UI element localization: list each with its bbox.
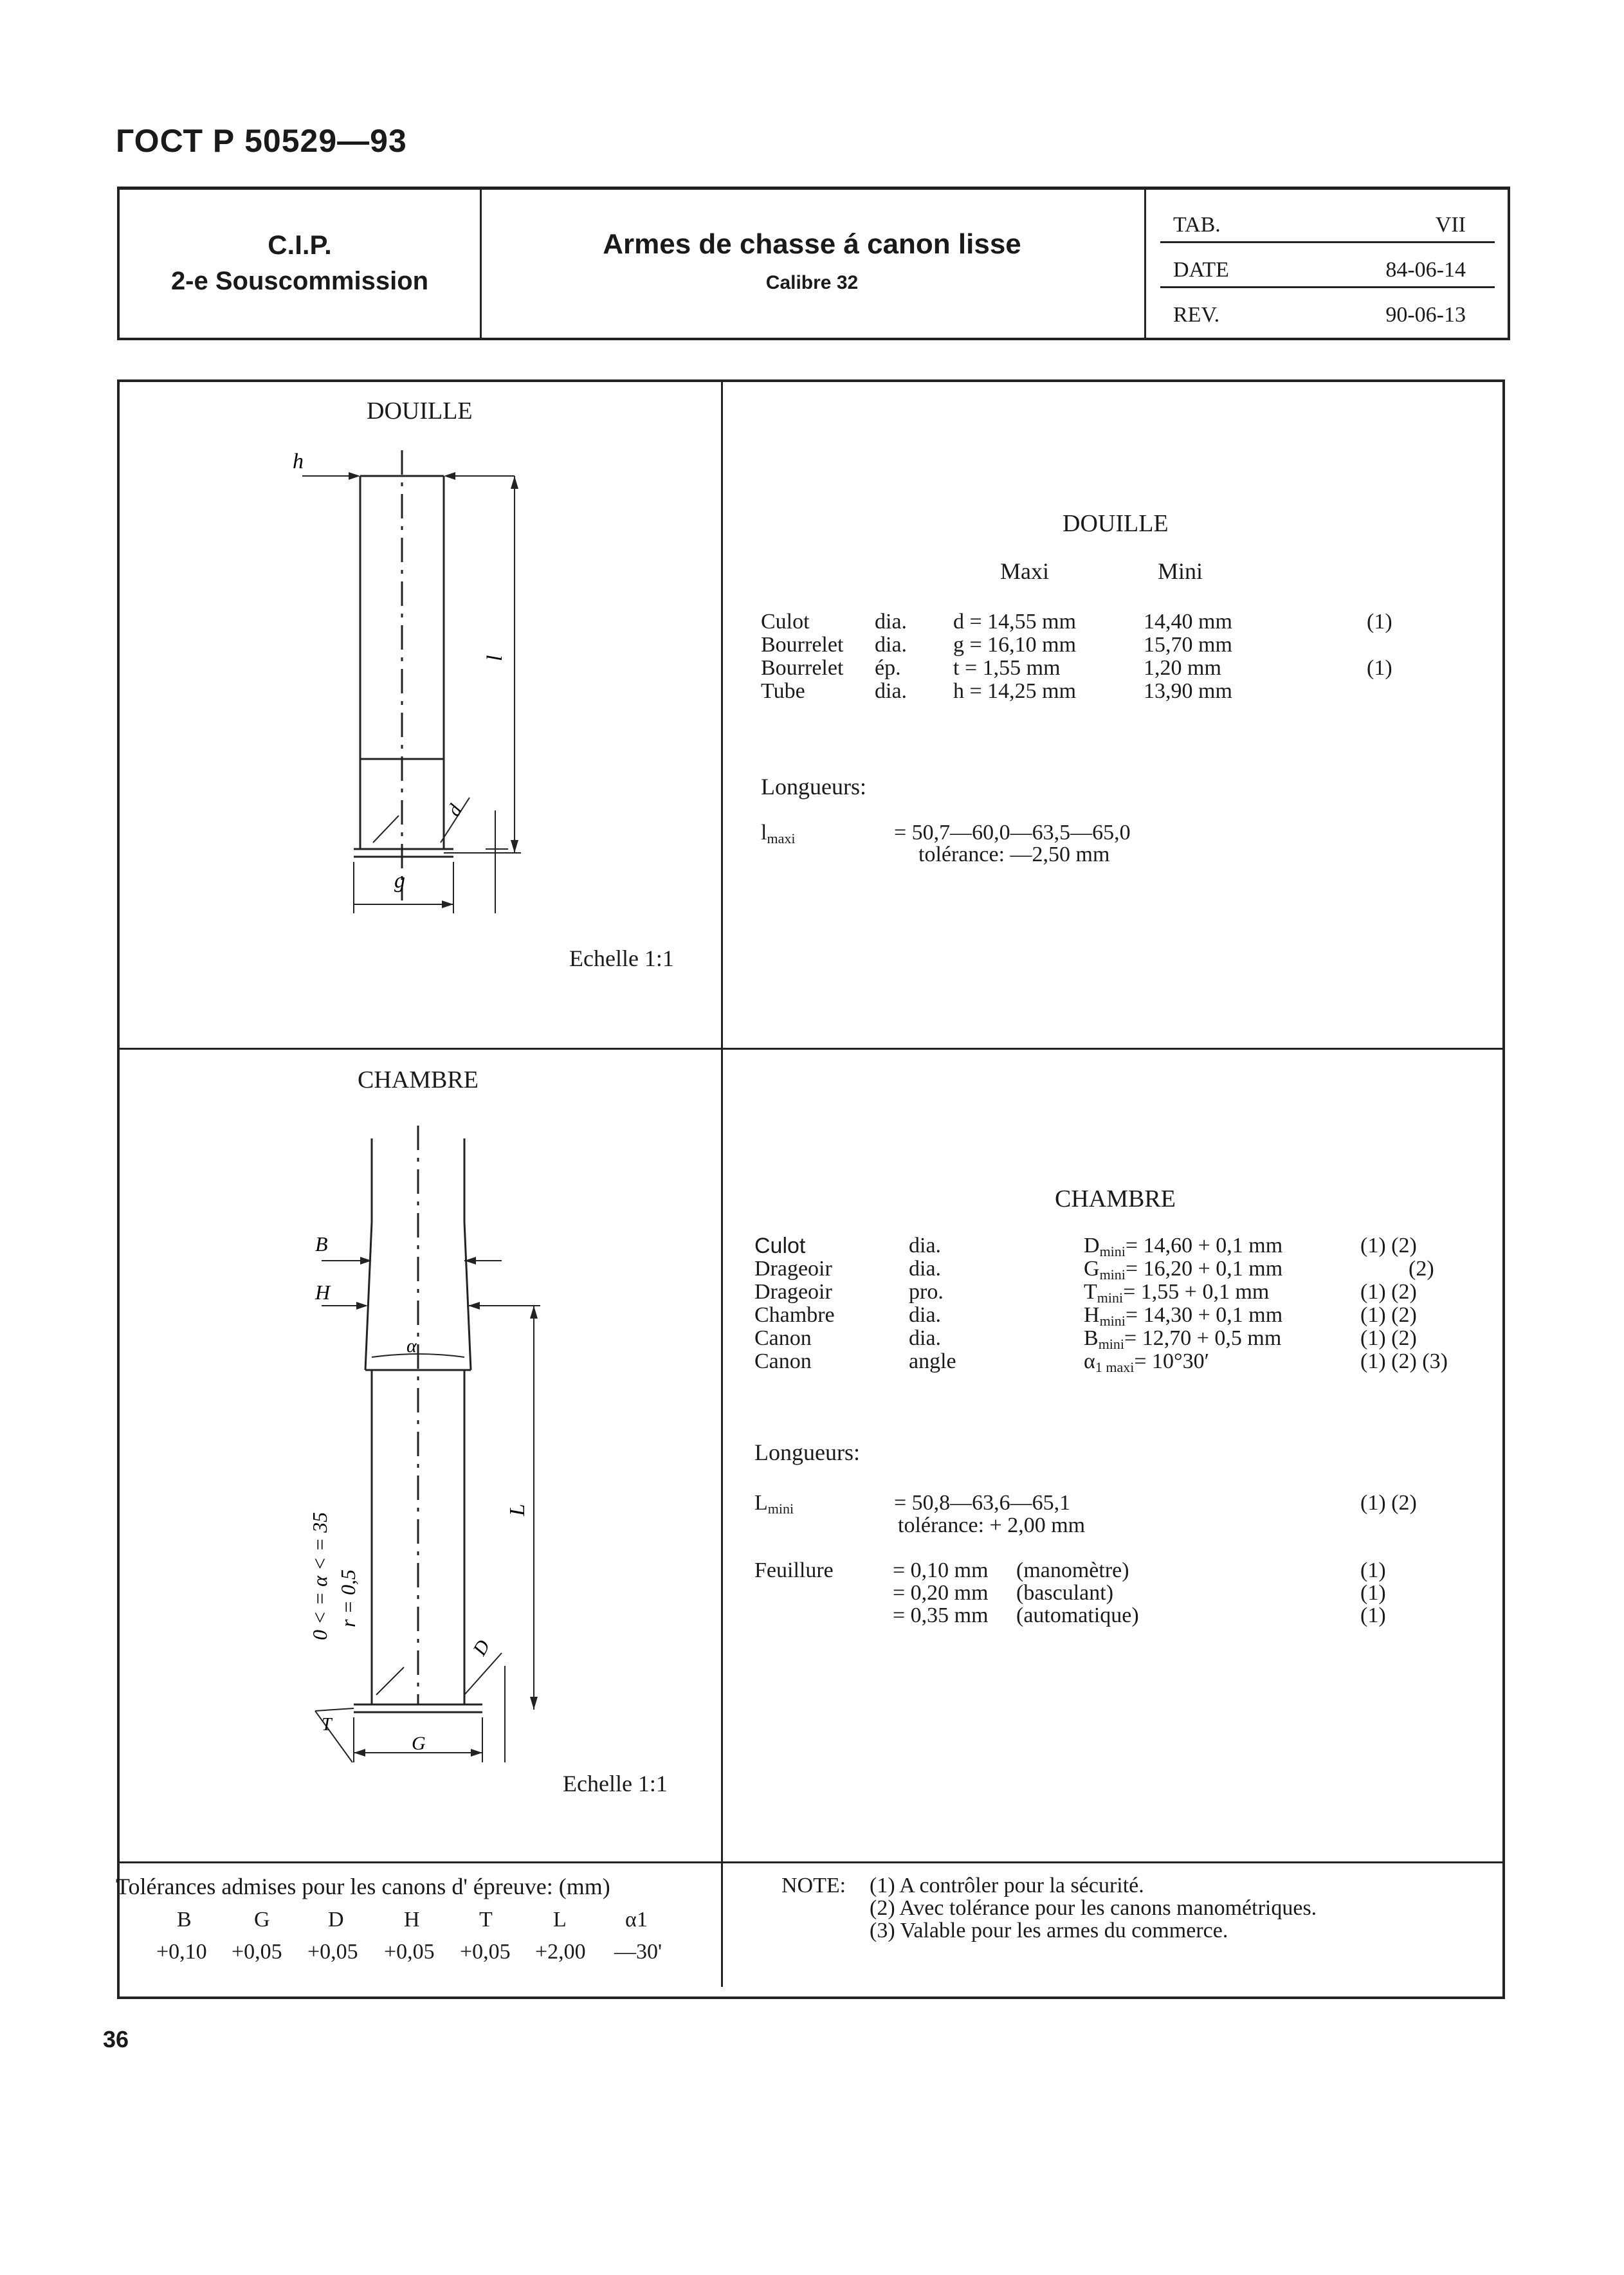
tol-header: L: [553, 1908, 567, 1932]
feuillure-note: (1): [1360, 1581, 1386, 1605]
meta-label: DATE: [1173, 258, 1229, 282]
chambre-drawing-title: CHAMBRE: [358, 1066, 479, 1093]
maxi-value: h = 14,25 mm: [953, 679, 1077, 703]
tol-header: α1: [625, 1908, 648, 1932]
feuillure-note: (1): [1360, 1558, 1386, 1582]
header-meta-cell: [1144, 190, 1508, 338]
chambre-l-tolerance: tolérance: + 2,00 mm: [898, 1513, 1086, 1537]
org-name: C.I.P.: [268, 230, 332, 260]
row-divider-1: [120, 1048, 1502, 1050]
chambre-table-title: CHAMBRE: [1055, 1185, 1176, 1212]
maxi-value: d = 14,55 mm: [953, 610, 1077, 634]
value: = 12,70 + 0,5 mm: [1124, 1326, 1282, 1350]
part-name: Tube: [761, 679, 805, 703]
mini-value: 14,40 mm: [1144, 610, 1232, 634]
l-subscript: maxi: [767, 830, 796, 846]
notes-label: NOTE:: [781, 1874, 846, 1897]
douille-l-values: = 50,7—60,0—63,5—65,0: [894, 821, 1131, 845]
tol-header: B: [177, 1908, 192, 1932]
part-name: Bourrelet: [761, 656, 844, 680]
note-item: (3) Valable pour les armes du commerce.: [870, 1919, 1228, 1942]
symbol: B: [1084, 1326, 1099, 1350]
dim-type: dia.: [909, 1326, 942, 1350]
maxi-value: t = 1,55 mm: [953, 656, 1061, 680]
feuillure-type: (basculant): [1016, 1581, 1114, 1605]
dim-label-T: T: [322, 1715, 332, 1735]
feuillure-value: = 0,10 mm: [893, 1558, 989, 1582]
tol-header: G: [254, 1908, 270, 1932]
chambre-l-symbol: [754, 1492, 794, 1516]
value: = 16,20 + 0,1 mm: [1125, 1257, 1283, 1281]
document-title: Armes de chasse á canon lisse: [603, 228, 1021, 260]
meta-row-date: [1160, 241, 1495, 288]
dim-type: angle: [909, 1349, 956, 1373]
douille-drawing-title: DOUILLE: [367, 397, 473, 425]
column-divider: [721, 382, 723, 1987]
symbol: D: [1084, 1234, 1100, 1257]
feuillure-value: = 0,20 mm: [893, 1581, 989, 1605]
dim-label-L: L: [506, 1504, 529, 1516]
row-notes: (1) (2): [1360, 1303, 1417, 1327]
row-divider-2: [120, 1861, 1502, 1863]
page-number: 36: [103, 2026, 129, 2052]
subscript: mini: [1099, 1243, 1126, 1259]
tol-value: +0,10: [156, 1940, 207, 1964]
value: = 1,55 + 0,1 mm: [1123, 1280, 1270, 1304]
meta-label: TAB.: [1173, 213, 1221, 237]
tol-value: +0,05: [232, 1940, 282, 1964]
rotated-alpha-range: 0 < = α < = 35: [308, 1512, 331, 1640]
douille-l-symbol: [761, 822, 795, 846]
dim-type: ép.: [875, 656, 901, 680]
row-note: (1): [1367, 656, 1392, 680]
dim-label-alpha: α: [406, 1335, 417, 1357]
row-notes: (1) (2) (3): [1360, 1349, 1448, 1373]
meta-value: 84-06-14: [1385, 258, 1466, 282]
douille-scale: Echelle 1:1: [569, 946, 674, 971]
row-notes: (1) (2): [1360, 1326, 1417, 1350]
sym-value: [1084, 1258, 1282, 1282]
caliber-label: Calibre 32: [765, 272, 859, 293]
tol-value: +0,05: [384, 1940, 435, 1964]
sym-value: [1084, 1235, 1282, 1259]
dim-label-G: G: [412, 1733, 426, 1754]
meta-value: VII: [1435, 213, 1466, 237]
tol-value: +0,05: [307, 1940, 358, 1964]
dim-type: dia.: [875, 610, 908, 634]
sym-value: [1084, 1351, 1209, 1375]
tol-header: H: [404, 1908, 420, 1932]
subscript: mini: [1099, 1266, 1126, 1283]
sym-value: [1084, 1304, 1282, 1328]
subscript: mini: [1097, 1290, 1124, 1306]
tol-header: T: [479, 1908, 493, 1932]
symbol: H: [1084, 1303, 1100, 1327]
douille-col-maxi: Maxi: [1000, 558, 1049, 584]
tol-value: +0,05: [460, 1940, 511, 1964]
dim-type: dia.: [909, 1257, 942, 1281]
dim-type: dia.: [909, 1234, 942, 1257]
part-name: Canon: [754, 1326, 812, 1350]
feuillure-type: (automatique): [1016, 1603, 1139, 1627]
note-item: (1) A contrôler pour la sécurité.: [870, 1874, 1144, 1897]
dim-label-h: h: [293, 450, 304, 473]
document-standard-id: ГОСТ Р 50529—93: [116, 123, 407, 159]
part-name: Canon: [754, 1349, 812, 1373]
sym-value: [1084, 1281, 1269, 1305]
subscript: mini: [1098, 1336, 1125, 1352]
mini-value: 13,90 mm: [1144, 679, 1232, 703]
tol-value: —30': [614, 1940, 662, 1964]
meta-row-tab: [1160, 196, 1495, 243]
subscript: mini: [1099, 1313, 1126, 1329]
dim-type: dia.: [875, 633, 908, 657]
subscript: 1 maxi: [1095, 1359, 1135, 1375]
mini-value: 1,20 mm: [1144, 656, 1221, 680]
dim-type: dia.: [909, 1303, 942, 1327]
dim-label-D: D: [468, 1636, 495, 1659]
douille-l-tolerance: tolérance: —2,50 mm: [918, 843, 1110, 866]
part-name: Drageoir: [754, 1257, 832, 1281]
part-name: Bourrelet: [761, 633, 844, 657]
part-name: Chambre: [754, 1303, 835, 1327]
part-name: Drageoir: [754, 1280, 832, 1304]
L-subscript: mini: [767, 1501, 794, 1517]
douille-table-title: DOUILLE: [1063, 510, 1169, 537]
part-name: Culot: [761, 610, 810, 634]
header-title-cell: [480, 190, 1146, 338]
row-notes: (1) (2): [1360, 1280, 1417, 1304]
header-org-cell: [120, 190, 482, 338]
dim-label-B: B: [315, 1232, 328, 1256]
value: = 14,30 + 0,1 mm: [1125, 1303, 1283, 1327]
meta-row-rev: [1160, 286, 1495, 331]
L-symbol: L: [754, 1491, 768, 1515]
sym-value: [1084, 1328, 1281, 1351]
douille-lengths-label: Longueurs:: [761, 774, 866, 799]
chambre-l-values: = 50,8—63,6—65,1: [894, 1491, 1071, 1515]
dim-label-g: g: [394, 869, 405, 893]
symbol: α: [1084, 1349, 1095, 1373]
part-name: Culot: [754, 1234, 806, 1258]
maxi-value: g = 16,10 mm: [953, 633, 1077, 657]
dim-type: dia.: [875, 679, 908, 703]
mini-value: 15,70 mm: [1144, 633, 1232, 657]
meta-value: 90-06-13: [1385, 303, 1466, 327]
chambre-drawing: [296, 1113, 579, 1769]
tol-header: D: [328, 1908, 344, 1932]
rotated-radius: r = 0,5: [336, 1569, 360, 1627]
feuillure-type: (manomètre): [1016, 1558, 1129, 1582]
meta-label: REV.: [1173, 303, 1220, 327]
dim-label-d: d: [442, 801, 467, 820]
chambre-scale: Echelle 1:1: [563, 1771, 668, 1796]
dim-type: pro.: [909, 1280, 944, 1304]
douille-drawing: [277, 437, 572, 913]
douille-col-mini: Mini: [1158, 558, 1203, 584]
row-notes: (2): [1409, 1257, 1434, 1281]
value: = 14,60 + 0,1 mm: [1125, 1234, 1283, 1257]
chambre-lengths-label: Longueurs:: [754, 1439, 860, 1465]
feuillure-label: Feuillure: [754, 1558, 834, 1582]
tolerances-title: Tolérances admises pour les canons d' épreuve: (mm): [116, 1874, 610, 1899]
row-notes: (1) (2): [1360, 1234, 1417, 1257]
feuillure-note: (1): [1360, 1603, 1386, 1627]
l-symbol: l: [761, 821, 767, 845]
symbol: G: [1084, 1257, 1100, 1281]
dim-label-l: l: [483, 655, 507, 661]
tol-value: +2,00: [535, 1940, 586, 1964]
chambre-l-notes: (1) (2): [1360, 1491, 1417, 1515]
symbol: T: [1084, 1280, 1097, 1304]
value: = 10°30′: [1134, 1349, 1210, 1373]
row-note: (1): [1367, 610, 1392, 634]
header-box: [117, 187, 1510, 340]
feuillure-value: = 0,35 mm: [893, 1603, 989, 1627]
note-item: (2) Avec tolérance pour les canons manométriques.: [870, 1896, 1317, 1920]
dim-label-H: H: [315, 1281, 331, 1304]
subcommission: 2-e Souscommission: [170, 267, 429, 295]
